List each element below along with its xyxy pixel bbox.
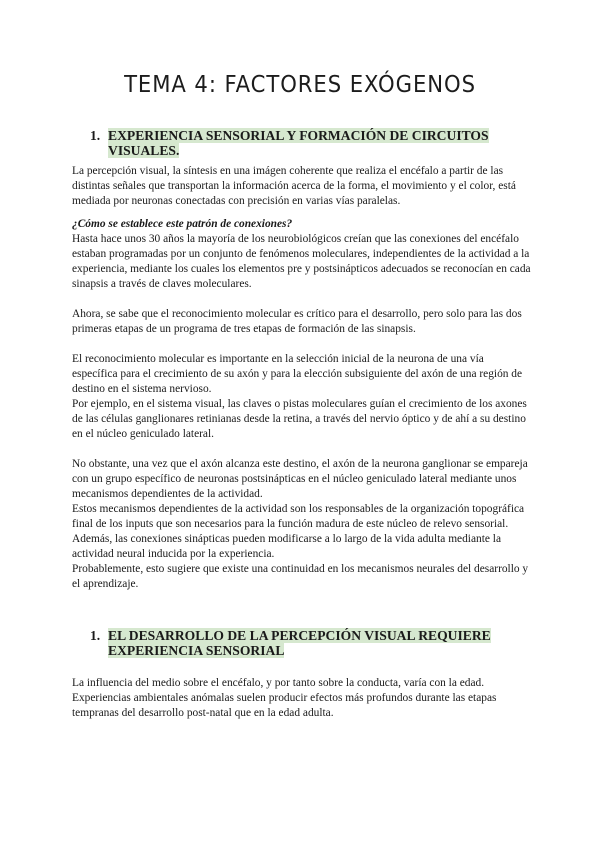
paragraph: La percepción visual, la síntesis en una imágen coherente que realiza el encéfalo a partir de las distintas señales que transportan la información acerca de la forma, el movimiento y el color, está mediada por neuronas conectadas con precisión en varias vías paralelas.: [72, 165, 516, 207]
paragraph: Estos mecanismos dependientes de la actividad son los responsables de la organización topográfica final de los inputs que son necesarios para la función madura de este núcleo de relevo sensorial. Además, las conexiones sinápticas pueden modificarse a lo largo de la vida adulta mediante la actividad neural inducida por la experiencia.: [72, 503, 525, 560]
question-heading: ¿Cómo se establece este patrón de conexiones?: [72, 218, 293, 230]
section-1: [72, 128, 532, 592]
section-1-number: 1.: [90, 128, 101, 143]
section-2-number: 1.: [90, 628, 101, 643]
paragraph: Hasta hace unos 30 años la mayoría de los neurobiológicos creían que las conexiones del encéfalo estaban programadas por un conjunto de fenómenos moleculares, independientes de la actividad a la experiencia, mediante los cuales los elementos pre y postsinápticos adecuados se reconocían en cada sinapsis a través de claves moleculares.: [72, 233, 531, 290]
page-title: TEMA 4: FACTORES EXÓGENOS: [124, 72, 476, 98]
paragraph: No obstante, una vez que el axón alcanza este destino, el axón de la neurona ganglionar se empareja con un grupo específico de neuronas postsinápticas en el núcleo geniculado lateral mediante unos mecanismos dependientes de la actividad.: [72, 458, 528, 500]
paragraph: Ahora, se sabe que el reconocimiento molecular es crítico para el desarrollo, pero solo para las dos primeras etapas de un programa de tres etapas de formación de las sinapsis.: [72, 308, 522, 335]
paragraph: La influencia del medio sobre el encéfalo, y por tanto sobre la conducta, varía con la edad. Experiencias ambientales anómalas suelen producir efectos más profundos durante las etapas tempranas del desarrollo post-natal que en la edad adulta.: [72, 677, 497, 719]
section-2-title: EL DESARROLLO DE LA PERCEPCIÓN VISUAL REQUIERE EXPERIENCIA SENSORIAL: [108, 628, 491, 658]
section-1-heading: [72, 128, 532, 158]
paragraph: Probablemente, esto sugiere que existe una continuidad en los mecanismos neurales del desarrollo y el aprendizaje.: [72, 563, 529, 590]
section-2-heading: [72, 628, 532, 658]
paragraph: El reconocimiento molecular es importante en la selección inicial de la neurona de una vía específica para el crecimiento de su axón y para la elección subsiguiente del axón de una región de destino en el sistema nervioso.: [72, 353, 523, 395]
section-2: [72, 628, 532, 721]
section-1-title: EXPERIENCIA SENSORIAL Y FORMACIÓN DE CIRCUITOS VISUALES.: [108, 128, 489, 158]
paragraph: Por ejemplo, en el sistema visual, las claves o pistas moleculares guían el crecimiento de los axones de las células ganglionares retinianas desde la retina, a través del nervio óptico y de ahí a su destino en el núcleo geniculado lateral.: [72, 398, 527, 440]
